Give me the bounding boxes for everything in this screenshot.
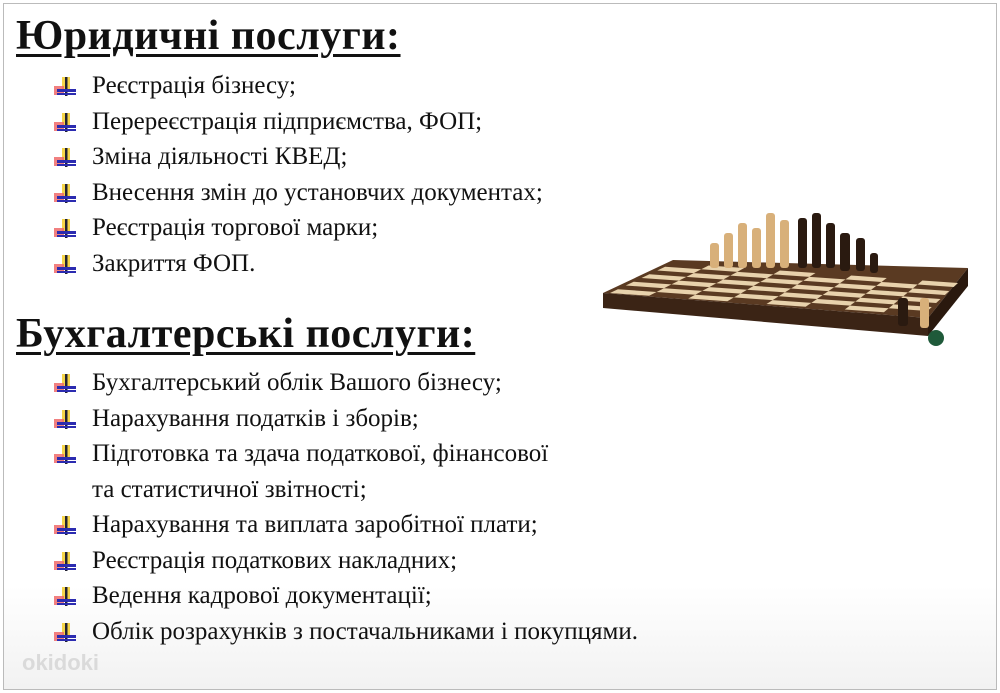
list-item <box>52 401 638 437</box>
list-item <box>52 210 543 246</box>
list-item <box>52 436 638 507</box>
list-item-text: Нарахування та виплата заробітної плати; <box>92 511 538 538</box>
bullet-cross-icon <box>54 255 78 275</box>
bullet-cross-icon <box>54 148 78 168</box>
accounting-services-heading: Бухгалтерські послуги: <box>16 311 476 357</box>
list-item <box>52 543 638 579</box>
bullet-cross-icon <box>54 410 78 430</box>
bullet-cross-icon <box>54 77 78 97</box>
list-item-text: Нарахування податків і зборів; <box>92 404 419 432</box>
bullet-cross-icon <box>54 219 78 239</box>
chessboard-image <box>598 198 978 368</box>
list-item-text: Внесення змін до установчих документах; <box>92 178 543 206</box>
bullet-cross-icon <box>54 516 78 536</box>
bullet-cross-icon <box>54 587 78 607</box>
legal-services-heading: Юридичні послуги: <box>16 13 401 59</box>
bullet-cross-icon <box>54 445 78 465</box>
watermark: okidoki <box>22 650 100 675</box>
list-item-text: Підготовка та здача податкової, фінансової <box>92 440 549 467</box>
list-item-text: Облік розрахунків з постачальниками і покупцями. <box>92 617 638 645</box>
list-item-continuation: та статистичної звітності; <box>92 475 367 503</box>
list-item-text: Реєстрація торгової марки; <box>92 214 379 241</box>
list-item-text: Бухгалтерський облік Вашого бізнесу; <box>92 369 502 396</box>
bullet-cross-icon <box>54 113 78 133</box>
list-item <box>52 578 638 614</box>
list-item-text: Зміна діяльності КВЕД; <box>92 143 348 170</box>
list-item <box>52 246 543 282</box>
list-item <box>52 139 543 175</box>
list-item-text: Реєстрація бізнесу; <box>92 72 296 99</box>
list-item-text: Перереєстрація підприємства, ФОП; <box>92 107 483 135</box>
bullet-cross-icon <box>54 374 78 394</box>
list-item <box>52 175 543 211</box>
bullet-cross-icon <box>54 184 78 204</box>
list-item <box>52 68 543 104</box>
list-item <box>52 507 638 543</box>
bullet-cross-icon <box>54 623 78 643</box>
accounting-services-list <box>52 365 638 649</box>
list-item-text: Реєстрація податкових накладних; <box>92 546 458 574</box>
list-item-text: Ведення кадрової документації; <box>92 582 432 609</box>
bullet-cross-icon <box>54 552 78 572</box>
legal-services-list <box>52 68 543 281</box>
list-item <box>52 614 638 650</box>
list-item <box>52 365 638 401</box>
list-item-text: Закриття ФОП. <box>92 249 256 277</box>
list-item <box>52 104 543 140</box>
